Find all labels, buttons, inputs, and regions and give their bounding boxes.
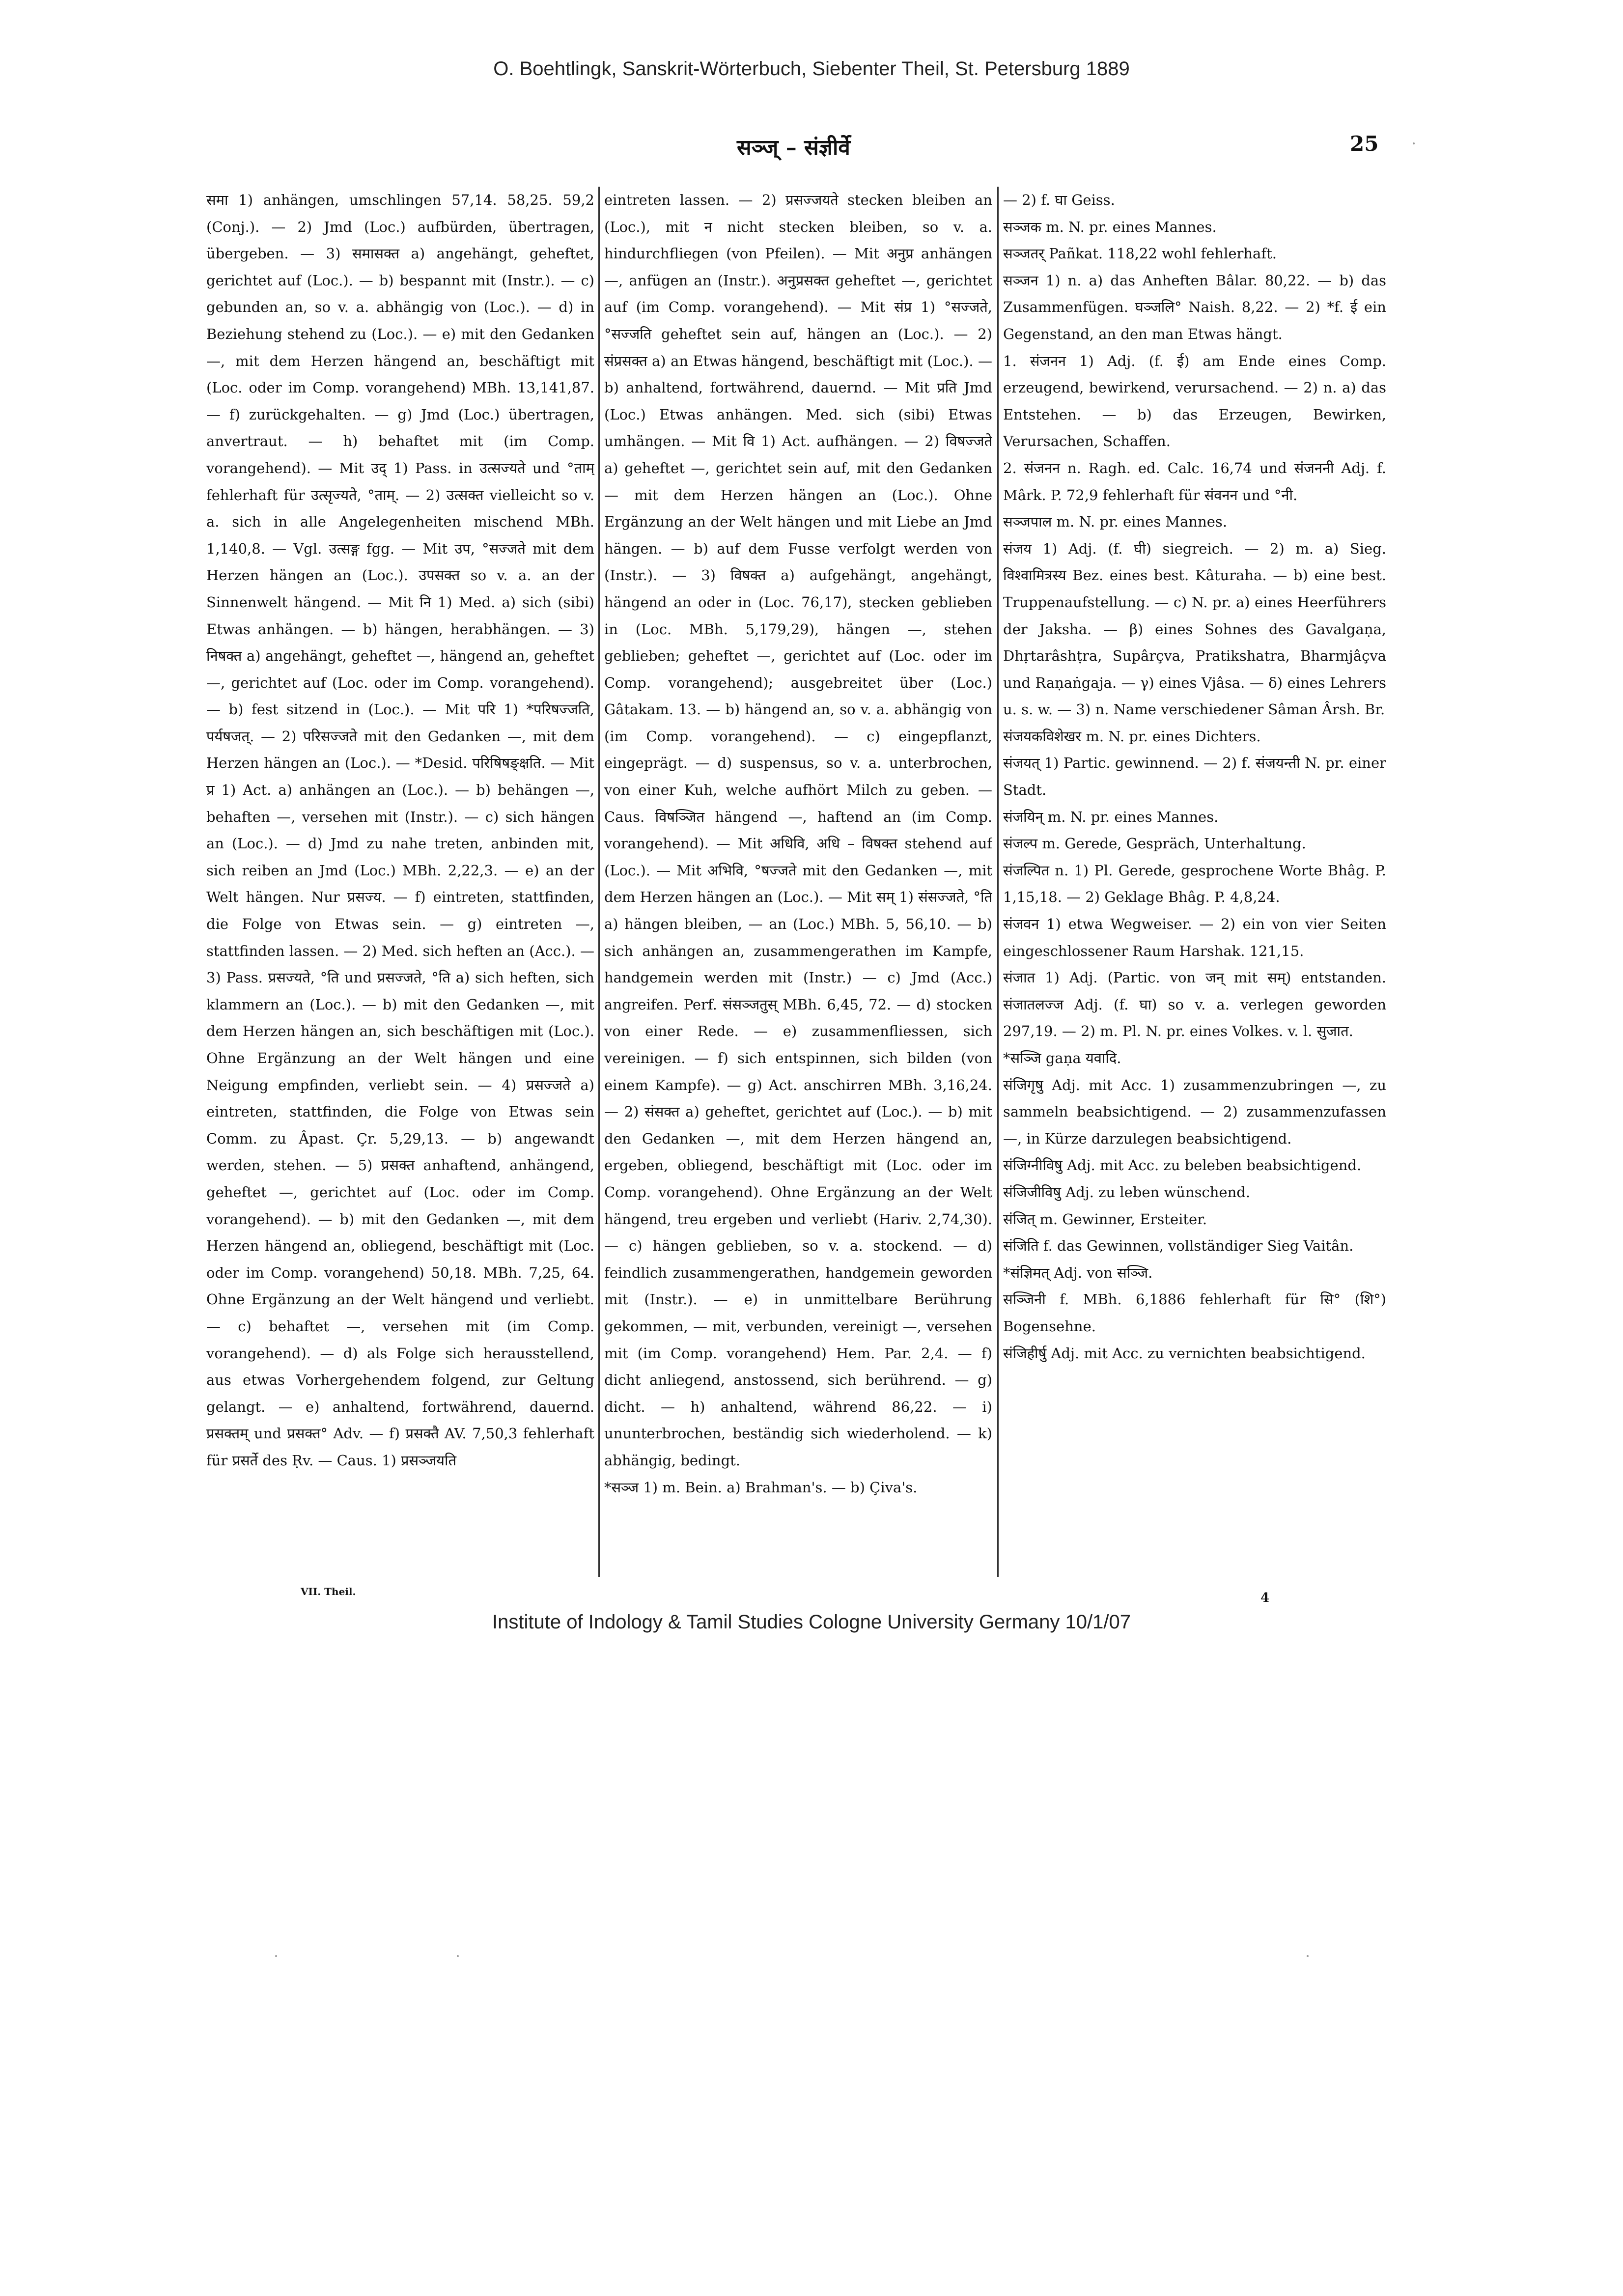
header-citation: O. Boehtlingk, Sanskrit-Wörterbuch, Siebenter Theil, St. Petersburg 1889: [493, 58, 1130, 80]
column-2: [604, 187, 992, 1582]
entry-paragraph: संजयत् 1) Partic. gewinnend. — 2) f. संजयन्ती N. pr. einer Stadt.: [1003, 755, 1386, 799]
running-head: सञ्ज् – संज्ञीर्वे: [737, 135, 850, 160]
entry-paragraph: 2. संजनन n. Ragh. ed. Calc. 16,74 und संजननी Adj. f. Mârk. P. 72,9 fehlerhaft für संवनन und °नी.: [1003, 459, 1386, 504]
entry-paragraph: सञ्जतर् Pañkat. 118,22 wohl fehlerhaft.: [1003, 245, 1277, 262]
entry-paragraph: सञ्जपाल m. N. pr. eines Mannes.: [1003, 513, 1228, 531]
entry-paragraph: संजल्पित n. 1) Pl. Gerede, gesprochene Worte Bhâg. P. 1,15,18. — 2) Geklage Bhâg. P. 4,8,24.: [1003, 862, 1386, 906]
scan-speck: [1413, 142, 1415, 144]
entry-paragraph: सञ्जिनी f. MBh. 6,1886 fehlerhaft für सि° (शि°) Bogensehne.: [1003, 1291, 1386, 1335]
column-rule-2: [997, 187, 999, 1577]
page-number: 25: [1350, 132, 1379, 156]
scan-speck: [1307, 1955, 1309, 1957]
entry-paragraph: समा 1) anhängen, umschlingen 57,14. 58,25. 59,2 (Conj.). — 2) Jmd (Loc.) aufbürden, übertragen, übergeben. — 3) समासक्त a) angehängt, geheftet, gerichtet auf (Loc.). — b) bespannt mit (Instr.). — c) gebunden an, so v. a. abhängig von (Loc.). — d) in Beziehung stehend zu (Loc.). — e) mit den Gedanken —, mit dem Herzen hängend an, beschäftigt mit (Loc. oder im Comp. vorangehend) MBh. 13,141,87. — f) zurückgehalten. — g) Jmd (Loc.) übertragen, anvertraut. — h) behaftet mit (im Comp. vorangehend). — Mit उद् 1) Pass. in उत्सज्यते und °ताम् fehlerhaft für उत्सृज्यते, °ताम्. — 2) उत्सक्त vielleicht so v. a. sich in alle Angelegenheiten mischend MBh. 1,140,8. — Vgl. उत्सङ्ग fgg. — Mit उप, °सज्जते mit dem Herzen hängen an (Loc.). उपसक्त so v. a. an der Sinnenwelt hängend. — Mit नि 1) Med. a) sich (sibi) Etwas anhängen. — b) hängen, herabhängen. — 3) निषक्त a) angehängt, geheftet —, hängend an, geheftet —, gerichtet auf (Loc. oder im Comp. vorangehend). — b) fest sitzend in (Loc.). — Mit परि 1) *परिषज्जति, पर्यषजत्. — 2) परिसज्जते mit den Gedanken —, mit dem Herzen hängen an (Loc.). — *Desid. परिषिषङ्क्षति. — Mit प्र 1) Act. a) anhängen an (Loc.). — b) behängen —, behaften —, versehen mit (Instr.). — c) sich hängen an (Loc.). — d) Jmd zu nahe treten, anbinden mit, sich reiben an Jmd (Loc.) MBh. 2,22,3. — e) an der Welt hängen. Nur प्रसज्य. — f) eintreten, stattfinden, die Folge von Etwas sein. — g) eintreten —, stattfinden lassen. — 2) Med. sich heften an (Acc.). — 3) Pass. प्रसज्यते, °ति und प्रसज्जते, °ति a) sich heften, sich klammern an (Loc.). — b) mit den Gedanken —, mit dem Herzen hängen an, sich beschäftigen mit (Loc.). Ohne Ergänzung an der Welt hängen und eine Neigung empfinden, verliebt sein. — 4) प्रसज्जते a) eintreten, stattfinden, die Folge von Etwas sein Comm. zu Âpast. Çr. 5,29,13. — b) angewandt werden, stehen. — 5) प्रसक्त anhaftend, anhängend, geheftet —, gerichtet auf (Loc. oder im Comp. vorangehend). — b) mit den Gedanken —, mit dem Herzen hängend an, obliegend, beschäftigt mit (Loc. oder im Comp. vorangehend) 50,18. MBh. 7,25, 64. Ohne Ergänzung an der Welt hängend und verliebt. — c) behaftet —, versehen mit (im Comp. vorangehend). — d) als Folge sich herausstellend, aus etwas Vorhergehendem folgend, zur Geltung gelangt. — e) anhaltend, fortwährend, dauernd. प्रसक्तम् und प्रसक्त° Adv. — f) प्रसक्तै AV. 7,50,3 fehlerhaft für प्रसर्ते des Ṛv. — Caus. 1) प्रसञ्जयति: [206, 192, 594, 1469]
entry-paragraph: संजिति f. das Gewinnen, vollständiger Sieg Vaitân.: [1003, 1237, 1354, 1255]
entry-paragraph: — 2) f. घा Geiss.: [1003, 192, 1115, 208]
entry-paragraph: सञ्जक m. N. pr. eines Mannes.: [1003, 218, 1217, 235]
entry-paragraph: संजात 1) Adj. (Partic. von जन् mit सम्) entstanden. संजातलज्ज Adj. (f. घा) so v. a. verlegen geworden 297,19. — 2) m. Pl. N. pr. eines Volkes. v. l. सुजात.: [1003, 969, 1386, 1040]
entry-paragraph: संजित् m. Gewinner, Ersteiter.: [1003, 1210, 1207, 1228]
scan-speck: [275, 1955, 277, 1957]
column-1: [206, 187, 594, 1582]
column-3: [1003, 187, 1386, 1582]
column-rule-1: [598, 187, 600, 1577]
footer-note: Institute of Indology & Tamil Studies Cologne University Germany 10/1/07: [492, 1611, 1131, 1633]
entry-paragraph: संजल्प m. Gerede, Gespräch, Unterhaltung.: [1003, 835, 1306, 852]
signature-right: 4: [1260, 1591, 1270, 1605]
signature-left: VII. Theil.: [301, 1586, 356, 1597]
entry-paragraph: संजिग्नीविषु Adj. mit Acc. zu beleben beabsichtigend.: [1003, 1157, 1362, 1174]
entry-paragraph: *संज्ञिमत् Adj. von सञ्जि.: [1003, 1264, 1153, 1281]
entry-paragraph: 1. संजनन 1) Adj. (f. ई) am Ende eines Comp. erzeugend, bewirkend, verursachend. — 2) n. a) das Entstehen. — b) das Erzeugen, Bewirken, Verursachen, Schaffen.: [1003, 352, 1386, 450]
entry-paragraph: संजवन 1) etwa Wegweiser. — 2) ein von vier Seiten eingeschlossener Raum Harshak. 121,15.: [1003, 916, 1386, 959]
entry-paragraph: संजयिन् m. N. pr. eines Mannes.: [1003, 808, 1219, 825]
entry-paragraph: संजिजीविषु Adj. zu leben wünschend.: [1003, 1183, 1251, 1201]
entry-paragraph: सञ्जन 1) n. a) das Anheften Bâlar. 80,22. — b) das Zusammenfügen. घञ्जलि° Naish. 8,22. — 2) *f. ई ein Gegenstand, an den man Etwas hängt.: [1003, 272, 1386, 342]
entry-paragraph: *सञ्ज 1) m. Bein. a) Brahman's. — b) Çiva's.: [604, 1479, 918, 1496]
entry-paragraph: संजिगृषु Adj. mit Acc. 1) zusammenzubringen —, zu sammeln beabsichtigend. — 2) zusammenzufassen —, in Kürze darzulegen beabsichtigend.: [1003, 1076, 1386, 1147]
entry-paragraph: eintreten lassen. — 2) प्रसज्जयते stecken bleiben an (Loc.), mit न nicht stecken bleiben, so v. a. hindurchfliegen (von Pfeilen). — Mit अनुप्र anhängen —, anfügen an (Instr.). अनुप्रसक्त geheftet —, gerichtet auf (im Comp. vorangehend). — Mit संप्र 1) °सज्जते, °सज्जति geheftet sein auf, hängen an (Loc.). — 2) संप्रसक्त a) an Etwas hängend, beschäftigt mit (Loc.). — b) anhaltend, fortwährend, dauernd. — Mit प्रति Jmd (Loc.) Etwas anhängen. Med. sich (sibi) Etwas umhängen. — Mit वि 1) Act. aufhängen. — 2) विषज्जते a) geheftet —, gerichtet sein auf, mit den Gedanken — mit dem Herzen hängen an (Loc.). Ohne Ergänzung an der Welt hängen und mit Liebe an Jmd hängen. — b) auf dem Fusse verfolgt werden von (Instr.). — 3) विषक्त a) aufgehängt, angehängt, hängend an oder in (Loc. 76,17), stecken geblieben in (Loc. MBh. 5,179,29), hängen —, stehen geblieben; geheftet —, gerichtet auf (Loc. oder im Comp. vorangehend); ausgebreitet über (Loc.) Gâtakam. 13. — b) hängend an, so v. a. abhängig von (im Comp. vorangehend). — c) eingepflanzt, eingeprägt. — d) suspensus, so v. a. unterbrochen, von einer Kuh, welche aufhört Milch zu geben. — Caus. विषञ्जित hängend —, haftend an (im Comp. vorangehend). — Mit अधिवि, अधि – विषक्त stehend auf (Loc.). — Mit अभिवि, °षज्जते mit den Gedanken —, mit dem Herzen hängen an (Loc.). — Mit सम् 1) संसज्जते, °ति a) hängen bleiben, — an (Loc.) MBh. 5, 56,10. — b) sich anhängen an, zusammengerathen im Kampfe, handgemein werden mit (Instr.) — c) Jmd (Acc.) angreifen. Perf. संसञ्जतुस् MBh. 6,45, 72. — d) stocken von einer Rede. — e) zusammenfliessen, sich vereinigen. — f) sich entspinnen, sich bilden (von einem Kampfe). — g) Act. anschirren MBh. 3,16,24. — 2) संसक्त a) geheftet, gerichtet auf (Loc.). — b) mit den Gedanken —, mit dem Herzen hängend an, ergeben, obliegend, beschäftigt mit (Loc. oder im Comp. vorangehend). Ohne Ergänzung an der Welt hängend, treu ergeben und verliebt (Hariv. 2,74,30). — c) hängen geblieben, so v. a. stockend. — d) feindlich zusammengerathen, handgemein geworden mit (Instr.). — e) in unmittelbare Berührung gekommen, — mit, verbunden, vereinigt —, versehen mit (im Comp. vorangehend) Hem. Par. 2,4. — f) dicht anliegend, anstossend, sich berührend. — g) dicht. — h) anhaltend, während 86,22. — i) ununterbrochen, beständig sich wiederholend. — k) abhängig, bedingt.: [604, 192, 992, 1469]
scan-speck: [457, 1955, 459, 1957]
entry-paragraph: *सञ्जि gaṇa यवादि.: [1003, 1050, 1121, 1066]
entry-paragraph: संजय 1) Adj. (f. घी) siegreich. — 2) m. a) Sieg. विश्वामित्रस्य Bez. eines best. Kâturaha. — b) eine best. Truppenaufstellung. — c) N. pr. a) eines Heerführers der Jaksha. — β) eines Sohnes des Gavalgaṇa, Dhṛtarâshṭra, Supârçva, Pratikshatra, Bharmjâçva und Raṇaṅgaja. — γ) eines Vjâsa. — δ) eines Lehrers u. s. w. — 3) n. Name verschiedener Sâman Ârsh. Br.: [1003, 540, 1386, 718]
entry-paragraph: संजयकविशेखर m. N. pr. eines Dichters.: [1003, 728, 1261, 745]
entry-paragraph: संजिहीर्षु Adj. mit Acc. zu vernichten beabsichtigend.: [1003, 1344, 1366, 1362]
